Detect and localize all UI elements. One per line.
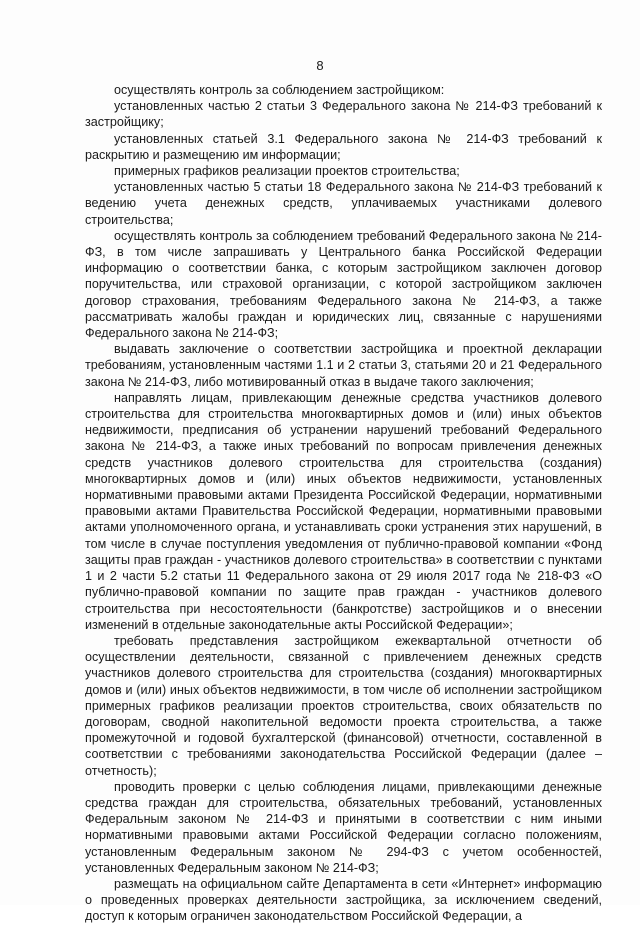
paragraph: осуществлять контроль за соблюдением застройщиком: [114,83,445,97]
document-body [85,82,602,925]
paragraph: размещать на официальном сайте Департамента в сети «Интернет» информацию о проведенных проверках деятельности застройщика, за исключением сведений, доступ к которым ограничен законодательством Российской Федерации, а [85,876,602,924]
paragraph: установленных частью 2 статьи 3 Федерального закона № 214-ФЗ требований к застройщику; [85,99,602,130]
paragraph: примерных графиков реализации проектов строительства; [114,164,460,179]
paragraph: направлять лицам, привлекающим денежные средства участников долевого строительства для строительства многоквартирных домов и (или) иных объектов недвижимости, предписания об устранении нарушений требований Федерального закона № 214-ФЗ, а также иных требований по вопросам привлечения денежных средств участников долевого строительства для строительства (создания) многоквартирных домов и (или) иных объектов недвижимости, установленных нормативными правовыми актами Президента Российской Федерации, нормативными правовыми актами Правительства Российской Федерации, нормативными правовыми актами уполномоченного органа, и устанавливать сроки устранения этих нарушений, в том числе в случае поступления уведомления от публично-правовой компании «Фонд защиты прав граждан - участников долевого строительства» в соответствии с пунктами 1 и 2 части 5.2 статьи 11 Федерального закона от 29 июля 2017 года № 218-ФЗ «О публично-правовой компании по защите прав граждан - участников долевого строительства при несостоятельности (банкротстве) застройщиков и о внесении изменений в отдельные законодательные акты Российской Федерации»; [85,390,602,632]
paragraph: установленных статьей 3.1 Федерального закона № 214-ФЗ требований к раскрытию и размещению им информации; [85,131,602,162]
paragraph: установленных частью 5 статьи 18 Федерального закона № 214-ФЗ требований к ведению учета денежных средств, уплачиваемых участниками долевого строительства; [85,180,602,227]
page-number: 8 [316,58,324,73]
paragraph: требовать представления застройщиком ежеквартальной отчетности об осуществлении деятельности, связанной с привлечением денежных средств участников долевого строительства для строительства (создания) многоквартирных домов и (или) иных объектов недвижимости, в том числе об исполнении застройщиком примерных графиков реализации проектов строительства, своих обязательств по договорам, сводной накопительной ведомости проекта строительства, а также промежуточной и годовой бухгалтерской (финансовой) отчетности, составленной в соответствии с требованиями законодательства Российской Федерации (далее – отчетность); [85,633,602,778]
paragraph: осуществлять контроль за соблюдением требований Федерального закона № 214-ФЗ, в том числе запрашивать у Центрального банка Российской Федерации информацию о соответствии банка, с которым застройщиком заключен договор поручительства, или страховой организации, с которой застройщиком заключен договор страхования, требованиям Федерального закона № 214-ФЗ, а также рассматривать жалобы граждан и юридических лиц, связанные с нарушениями Федерального закона № 214-ФЗ; [85,228,602,341]
paragraph: проводить проверки с целью соблюдения лицами, привлекающими денежные средства граждан для строительства, обязательных требований, установленных Федеральным законом № 214-ФЗ и принятыми в соответствии с ним иными нормативными правовыми актами Российской Федерации согласно положениям, установленным Федеральным законом № 294-ФЗ с учетом особенностей, установленных Федеральным законом № 214-ФЗ; [85,779,602,875]
paragraph: выдавать заключение о соответствии застройщика и проектной декларации требованиям, установленным частями 1.1 и 2 статьи 3, статьями 20 и 21 Федерального закона № 214-ФЗ, либо мотивированный отказ в выдаче такого заключения; [85,342,602,389]
